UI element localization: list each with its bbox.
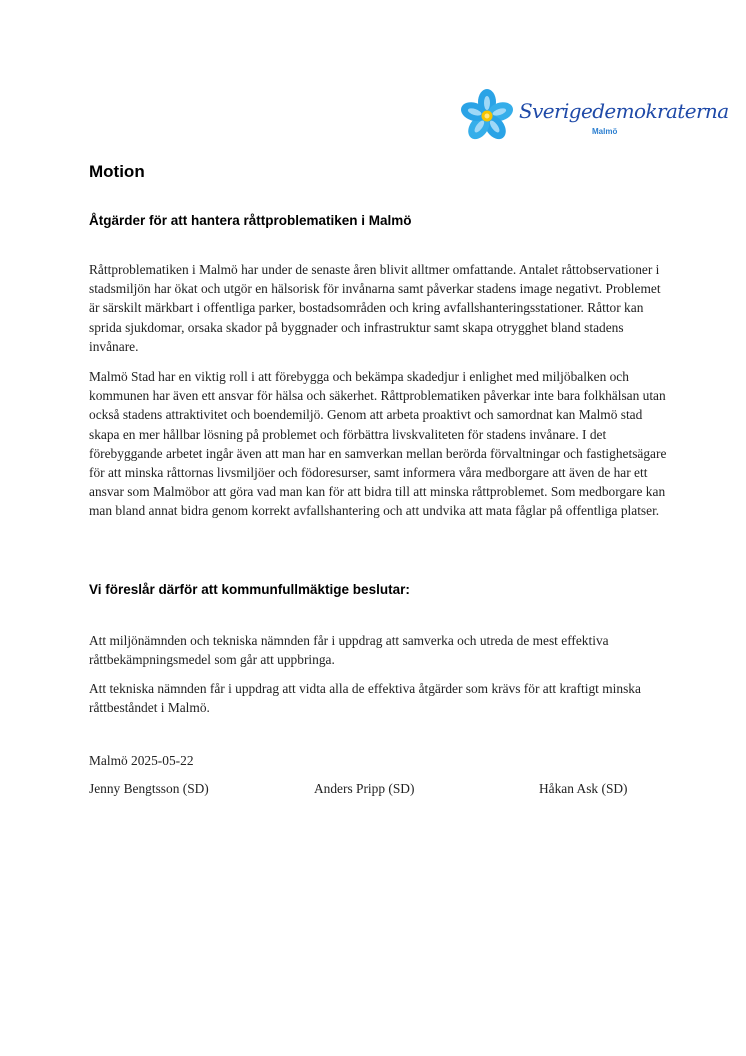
signatory: Anders Pripp (SD)	[314, 781, 415, 796]
document-heading: Motion	[89, 162, 145, 181]
logo-subtitle: Malmö	[592, 127, 618, 136]
proposal-item: Att miljönämnden och tekniska nämnden får i uppdrag att samverka och utreda de mest effektiva råttbekämpningsmedel som går att uppbringa.	[89, 633, 609, 668]
logo-name: Sverigedemokraterna	[519, 99, 729, 123]
proposal-heading: Vi föreslår därför att kommunfullmäktige beslutar:	[89, 582, 410, 597]
signatory: Jenny Bengtsson (SD)	[89, 781, 209, 796]
body-paragraph: Råttproblematiken i Malmö har under de senaste åren blivit alltmer omfattande. Antalet råttobservationer i stadsmiljön har ökat och utgör en hälsorisk för invånarna samt påverkar stadens image negativt. Problemet är särskilt märkbart i offentliga parker, bostadsområden och kring avfallshanteringsstationer. Råttor kan sprida sjukdomar, orsaka skador på byggnader och infrastruktur samt skapa otrygghet bland stadens invånare.	[89, 262, 661, 354]
body-paragraph: Malmö Stad har en viktig roll i att förebygga och bekämpa skadedjur i enlighet med miljöbalken och kommunen har även ett ansvar för hälsa och säkerhet. Råttproblematiken påverkar inte bara folkhälsan utan också stadens attraktivitet och boendemiljö. Genom att arbeta proaktivt och samordnat kan Malmö stad skapa en mer hållbar lösning på problemet och förbättra livskvaliteten för stadens invånare. I det förebyggande arbetet ingår även att man har en samverkan mellan berörda förvaltningar och fastighetsägare för att minska råttornas livsmiljöer och födoresurser, samt informera våra medborgare att även de har ett ansvar som Malmöbor att göra vad man kan för att bidra till att minska råttproblemet. Som medborgare kan man bland annat bidra genom korrekt avfallshantering och att undvika att mata fåglar på offentliga platser.	[89, 369, 667, 519]
motion-title: Åtgärder för att hantera råttproblematiken i Malmö	[89, 213, 412, 228]
party-logo	[459, 88, 729, 148]
flower-icon	[459, 88, 519, 148]
signatory: Håkan Ask (SD)	[539, 781, 628, 796]
place-date: Malmö 2025-05-22	[89, 753, 194, 768]
proposal-item: Att tekniska nämnden får i uppdrag att vidta alla de effektiva åtgärder som krävs för att kraftigt minska råttbeståndet i Malmö.	[89, 681, 641, 716]
